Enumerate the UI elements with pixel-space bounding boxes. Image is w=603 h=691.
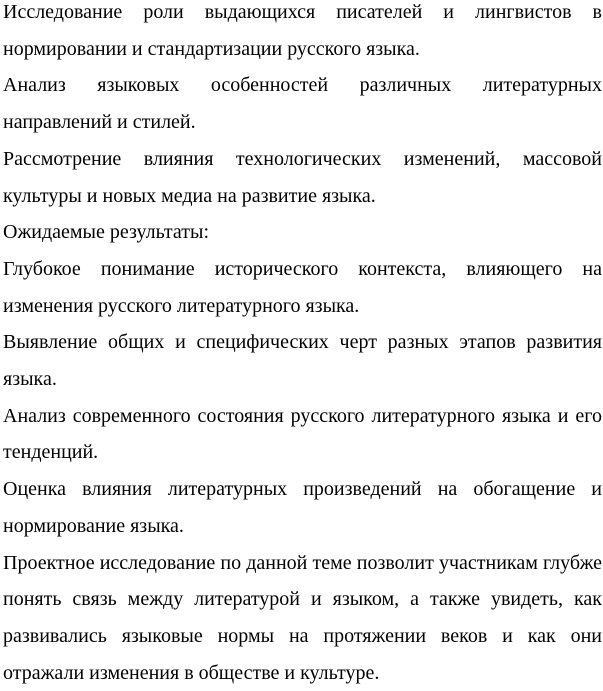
- paragraph-project-conclusion: Проектное исследование по данной теме позволит участникам глубже понять связь между литературой и языком, а также увидеть, как развивались языковые нормы на протяжении веков и как они отражали изменения в обществе и культуре.: [3, 551, 602, 684]
- paragraph-technology-influence: Рассмотрение влияния технологических изменений, массовой культуры и новых медиа на развитие языка.: [3, 147, 602, 207]
- paragraph-historical-context: Глубокое понимание исторического контекста, влияющего на изменения русского литературного языка.: [3, 257, 602, 317]
- paragraph-expected-results-heading: Ожидаемые результаты:: [3, 221, 210, 244]
- paragraph-literary-influence: Оценка влияния литературных произведений на обогащение и нормирование языка.: [3, 478, 602, 537]
- paragraph-common-features: Выявление общих и специфических черт разных этапов развития языка.: [3, 331, 602, 391]
- paragraph-modern-state: Анализ современного состояния русского литературного языка и его тенденций.: [3, 404, 602, 464]
- paragraph-analysis-of-styles: Анализ языковых особенностей различных литературных направлений и стилей.: [3, 74, 602, 134]
- paragraph-role-of-writers: Исследование роли выдающихся писателей и лингвистов в нормировании и стандартизации русского языка.: [3, 1, 602, 60]
